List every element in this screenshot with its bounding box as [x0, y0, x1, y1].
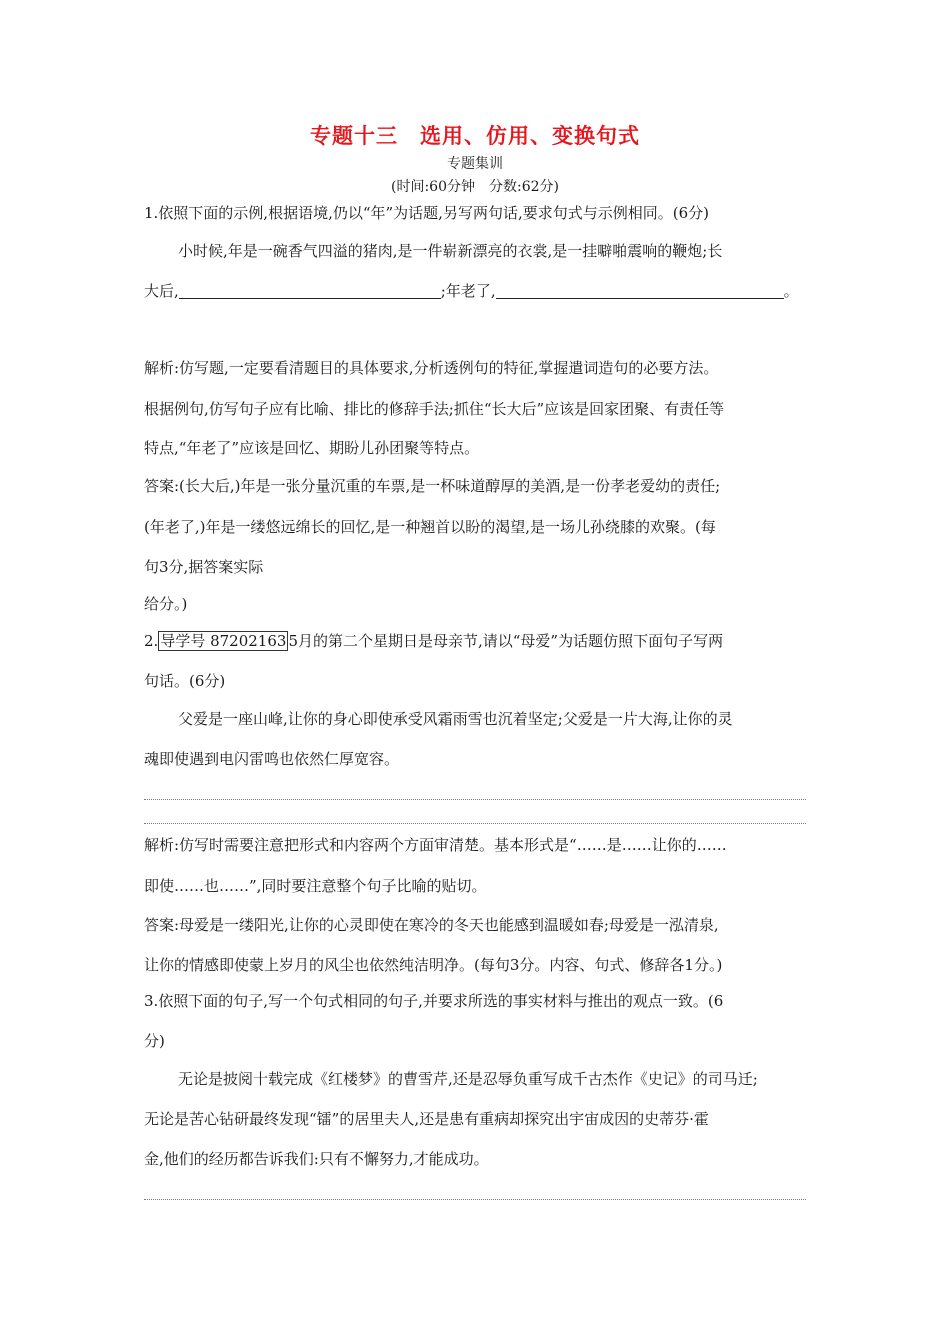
time-limit: (时间:60分钟 — [391, 179, 475, 195]
q1-answer-4: 给分。) — [144, 595, 188, 613]
q2-answer-line-1[interactable] — [144, 799, 806, 800]
q1-fill-end: 。 — [783, 282, 799, 300]
q2-answer-1: 答案:母爱是一缕阳光,让你的心灵即使在寒冷的冬天也能感到温暖如春;母爱是一泓清泉, — [144, 916, 719, 934]
page-title — [0, 120, 950, 150]
q1-question: 1.依照下面的示例,根据语境,仍以“年”为话题,另写两句话,要求句式与示例相同。(6分) — [144, 204, 709, 222]
q1-answer-2: (年老了,)年是一缕悠远绵长的回忆,是一种翘首以盼的渴望,是一场儿孙绕膝的欢聚。(每 — [144, 518, 716, 536]
q2-answer-2: 让你的情感即使蒙上岁月的风尘也依然纯洁明净。(每句3分。内容、句式、修辞各1分。) — [144, 956, 723, 974]
title-part-b: 选用、仿用、变换句式 — [420, 124, 640, 148]
q1-answer-blank-1[interactable] — [179, 282, 441, 299]
title-part-a: 专题十三 — [310, 124, 398, 148]
q1-fill-line — [144, 280, 808, 301]
q2-question-1: 5月的第二个星期日是母亲节,请以“母爱”为话题仿照下面句子写两 — [288, 632, 724, 650]
q1-fill-label-b: ;年老了, — [440, 282, 496, 300]
q1-answer-3: 句3分,据答案实际 — [144, 558, 264, 576]
q2-question-2: 句话。(6分) — [144, 672, 226, 690]
q3-question-2: 分) — [144, 1032, 165, 1050]
q2-analysis-1: 解析:仿写时需要注意把形式和内容两个方面审清楚。基本形式是“……是……让你的…… — [144, 836, 727, 854]
q2-answer-line-2[interactable] — [144, 823, 806, 824]
q1-example: 小时候,年是一碗香气四溢的猪肉,是一件崭新漂亮的衣裳,是一挂噼啪震响的鞭炮;长 — [178, 242, 723, 260]
q1-analysis-3: 特点,“年老了”应该是回忆、期盼儿孙团聚等特点。 — [144, 439, 480, 457]
q2-number: 2. — [144, 632, 159, 650]
q3-example-3: 金,他们的经历都告诉我们:只有不懈努力,才能成功。 — [144, 1150, 489, 1168]
q2-question-line — [144, 630, 808, 651]
q2-example-1: 父爱是一座山峰,让你的身心即使承受风霜雨雪也沉着坚定;父爱是一片大海,让你的灵 — [178, 710, 733, 728]
q3-example-1: 无论是披阅十载完成《红楼梦》的曹雪芹,还是忍辱负重写成千古杰作《史记》的司马迁; — [178, 1070, 758, 1088]
q1-answer-1: 答案:(长大后,)年是一张分量沉重的车票,是一杯味道醇厚的美酒,是一份孝老爱幼的责任; — [144, 477, 721, 495]
guide-number-box: 导学号 87202163 — [160, 632, 287, 650]
q2-analysis-2: 即使……也……”,同时要注意整个句子比喻的贴切。 — [144, 877, 487, 895]
q1-analysis-1: 解析:仿写题,一定要看清题目的具体要求,分析透例句的特征,掌握遣词造句的必要方法。 — [144, 359, 719, 377]
q2-example-2: 魂即使遇到电闪雷鸣也依然仁厚宽容。 — [144, 750, 400, 768]
q1-answer-blank-2[interactable] — [496, 282, 784, 299]
total-score: 分数:62分) — [489, 179, 559, 195]
q1-fill-label-a: 大后, — [144, 282, 179, 300]
q1-analysis-2: 根据例句,仿写句子应有比喻、排比的修辞手法;抓住“长大后”应该是回家团聚、有责任等 — [144, 400, 725, 418]
q3-question-1: 3.依照下面的句子,写一个句式相同的句子,并要求所选的事实材料与推出的观点一致。(6 — [144, 992, 724, 1010]
q3-example-2: 无论是苦心钻研最终发现“镭”的居里夫人,还是患有重病却探究出宇宙成因的史蒂芬·霍 — [144, 1110, 709, 1128]
exam-meta — [0, 176, 950, 196]
page-subtitle: 专题集训 — [447, 156, 503, 172]
q3-answer-line[interactable] — [144, 1199, 806, 1200]
